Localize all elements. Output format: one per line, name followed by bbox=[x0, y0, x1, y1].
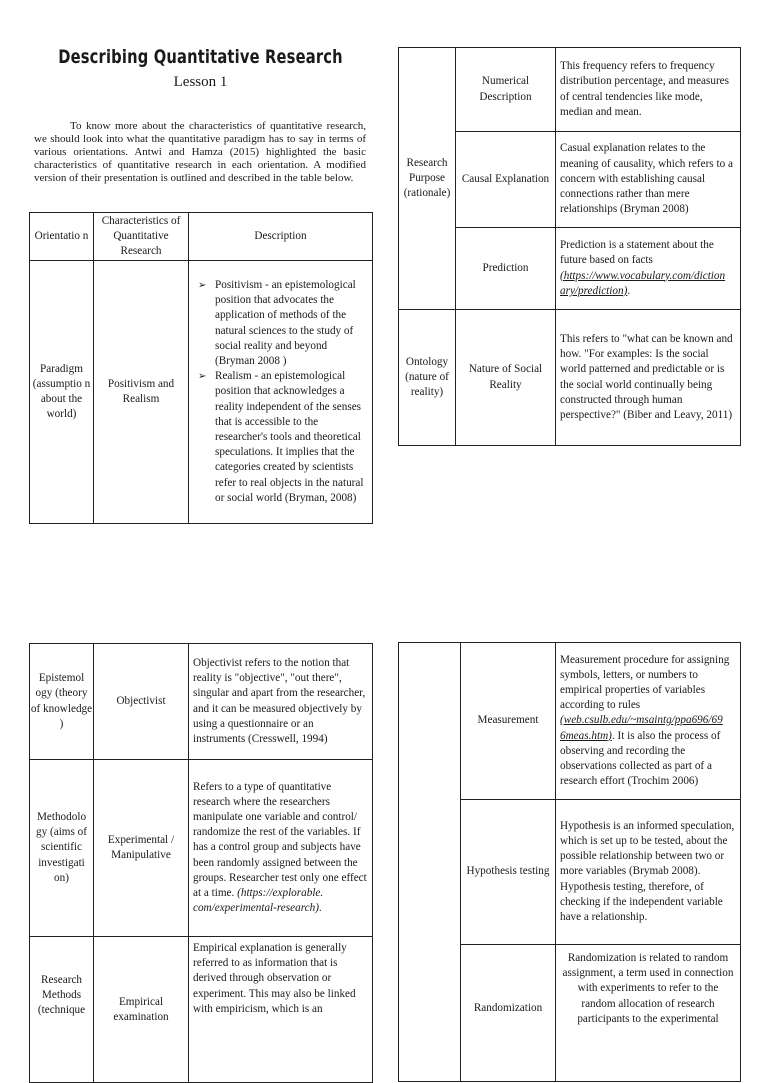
methodology-description bbox=[189, 760, 373, 937]
methodology-tail: . bbox=[318, 902, 322, 915]
ontology-label: Nature of Social Reality bbox=[456, 310, 556, 446]
methodology-characteristic: Experimental / Manipulative bbox=[94, 760, 189, 937]
epistemology-description: Objectivist refers to the notion that reality is "objective", "out there", singular and apart from the researcher, and it can be measured objectively by using a questionnaire or an instruments (Cresswell, 1994) bbox=[189, 644, 373, 760]
methodology-orientation: Methodolo gy (aims of scientific investigati on) bbox=[30, 760, 94, 937]
list-item bbox=[193, 369, 368, 506]
table-row-numerical bbox=[399, 48, 741, 132]
causal-label: Causal Explanation bbox=[456, 132, 556, 228]
hypothesis-description: Hypothesis is an informed speculation, which is set up to be tested, about the possible relationship between two or more variables (Brymab 2008). Hypothesis testing, therefore, of checking if the independent variable have a relationship. bbox=[556, 800, 741, 945]
methods-description: Empirical explanation is generally referred to as information that is derived through observation or experiment. This may also be linked with empiricism, which is an bbox=[189, 937, 373, 1083]
measurement-label: Measurement bbox=[461, 643, 556, 800]
table-row-measurement bbox=[399, 643, 741, 800]
arrow-bullet-icon: ➢ bbox=[198, 371, 207, 383]
intro-paragraph: To know more about the characteristics of quantitative research, we should look into what the quantitative paradigm has to say in terms of various orientations. Antwi and Hamza (2015) highlighted the basic characteristics of quantitative research in each orientation. A modified version of their presentation is outlined and described in the table below. bbox=[34, 120, 366, 184]
randomization-description: Randomization is related to random assignment, a term used in connection with experiments to refer to the random allocation of research participants to the experimental bbox=[556, 945, 741, 1082]
lesson-label: Lesson 1 bbox=[173, 74, 228, 90]
methodology-text: Refers to a type of quantitative research where the researchers manipulate one variable and control/ randomize the rest of the variables. If has a control group and subjects have been randomly assigned between the groups. Researcher test only one effect at a time. bbox=[193, 780, 367, 899]
hypothesis-label: Hypothesis testing bbox=[461, 800, 556, 945]
randomization-label: Randomization bbox=[461, 945, 556, 1082]
measurement-link[interactable]: (web.csulb.edu/~msaintg/ppa696/69 6meas.htm) bbox=[560, 714, 723, 742]
purpose-table bbox=[398, 47, 741, 446]
header-description: Description bbox=[189, 213, 373, 261]
ontology-orientation: Ontology (nature of reality) bbox=[399, 310, 456, 446]
measurement-description bbox=[556, 643, 741, 800]
approach-table bbox=[398, 642, 741, 1082]
list-item bbox=[193, 278, 368, 369]
approach-blank-cell bbox=[399, 643, 461, 1082]
prediction-description bbox=[556, 228, 741, 310]
bullet-positivism: Positivism - an epistemological position that advocates the application of methods of the natural sciences to the study of social reality and beyond (Bryman 2008 ) bbox=[215, 278, 356, 367]
table-row-paradigm bbox=[30, 261, 373, 524]
prediction-label: Prediction bbox=[456, 228, 556, 310]
methodology-table bbox=[29, 643, 373, 1083]
measurement-text: Measurement procedure for assigning symbols, letters, or numbers to empirical properties of variables according to rules bbox=[560, 653, 730, 712]
header-characteristics: Characteristics of Quantitative Research bbox=[94, 213, 189, 261]
numerical-description: This frequency refers to frequency distribution percentage, and measures of central tendencies like mode, median and mean. bbox=[556, 48, 741, 132]
paradigm-description bbox=[189, 261, 373, 524]
epistemology-characteristic: Objectivist bbox=[94, 644, 189, 760]
orientation-table bbox=[29, 212, 373, 524]
table-row-research-methods bbox=[30, 937, 373, 1083]
causal-description: Casual explanation relates to the meaning of causality, which refers to a concern with establishing causal connections rather than mere relationships (Bryman 2008) bbox=[556, 132, 741, 228]
methods-characteristic: Empirical examination bbox=[94, 937, 189, 1083]
prediction-link[interactable]: (https://www.vocabulary.com/diction ary/prediction) bbox=[560, 269, 726, 297]
table-row-methodology bbox=[30, 760, 373, 937]
ontology-description: This refers to "what can be known and how. "For examples: Is the social world patterned and predictable or is the social world continually being constructed through human perspective?" (Biber and Leavy, 2011) bbox=[556, 310, 741, 446]
numerical-label: Numerical Description bbox=[456, 48, 556, 132]
paradigm-characteristic: Positivism and Realism bbox=[94, 261, 189, 524]
measurement-tail: . It is also the process of observing and recording the observations collected as part of a research effort (Trochim 2006) bbox=[560, 729, 721, 788]
bullet-realism: Realism - an epistemological position that acknowledges a reality independent of the senses that is accessible to the researcher's tools and theoretical speculations. It implies that the categories created by scientists refer to real objects in the natural or social world (Bryman, 2008) bbox=[215, 370, 364, 504]
methodology-link[interactable]: (https://explorable. com/experimental-research) bbox=[193, 887, 324, 915]
table-row-ontology bbox=[399, 310, 741, 446]
prediction-text: Prediction is a statement about the future based on facts bbox=[560, 239, 714, 267]
epistemology-orientation: Epistemol ogy (theory of knowledge ) bbox=[30, 644, 94, 760]
prediction-tail: . bbox=[627, 284, 631, 297]
table-row-epistemology bbox=[30, 644, 373, 760]
table-header-row bbox=[30, 213, 373, 261]
paradigm-bullet-list bbox=[193, 278, 368, 506]
paradigm-orientation: Paradigm (assumptio n about the world) bbox=[30, 261, 94, 524]
research-purpose-cell: Research Purpose (rationale) bbox=[399, 48, 456, 310]
header-orientation: Orientatio n bbox=[30, 213, 94, 261]
arrow-bullet-icon: ➢ bbox=[198, 279, 207, 291]
methods-orientation: Research Methods (technique bbox=[30, 937, 94, 1083]
page-title: Describing Quantitative Research bbox=[58, 46, 343, 68]
